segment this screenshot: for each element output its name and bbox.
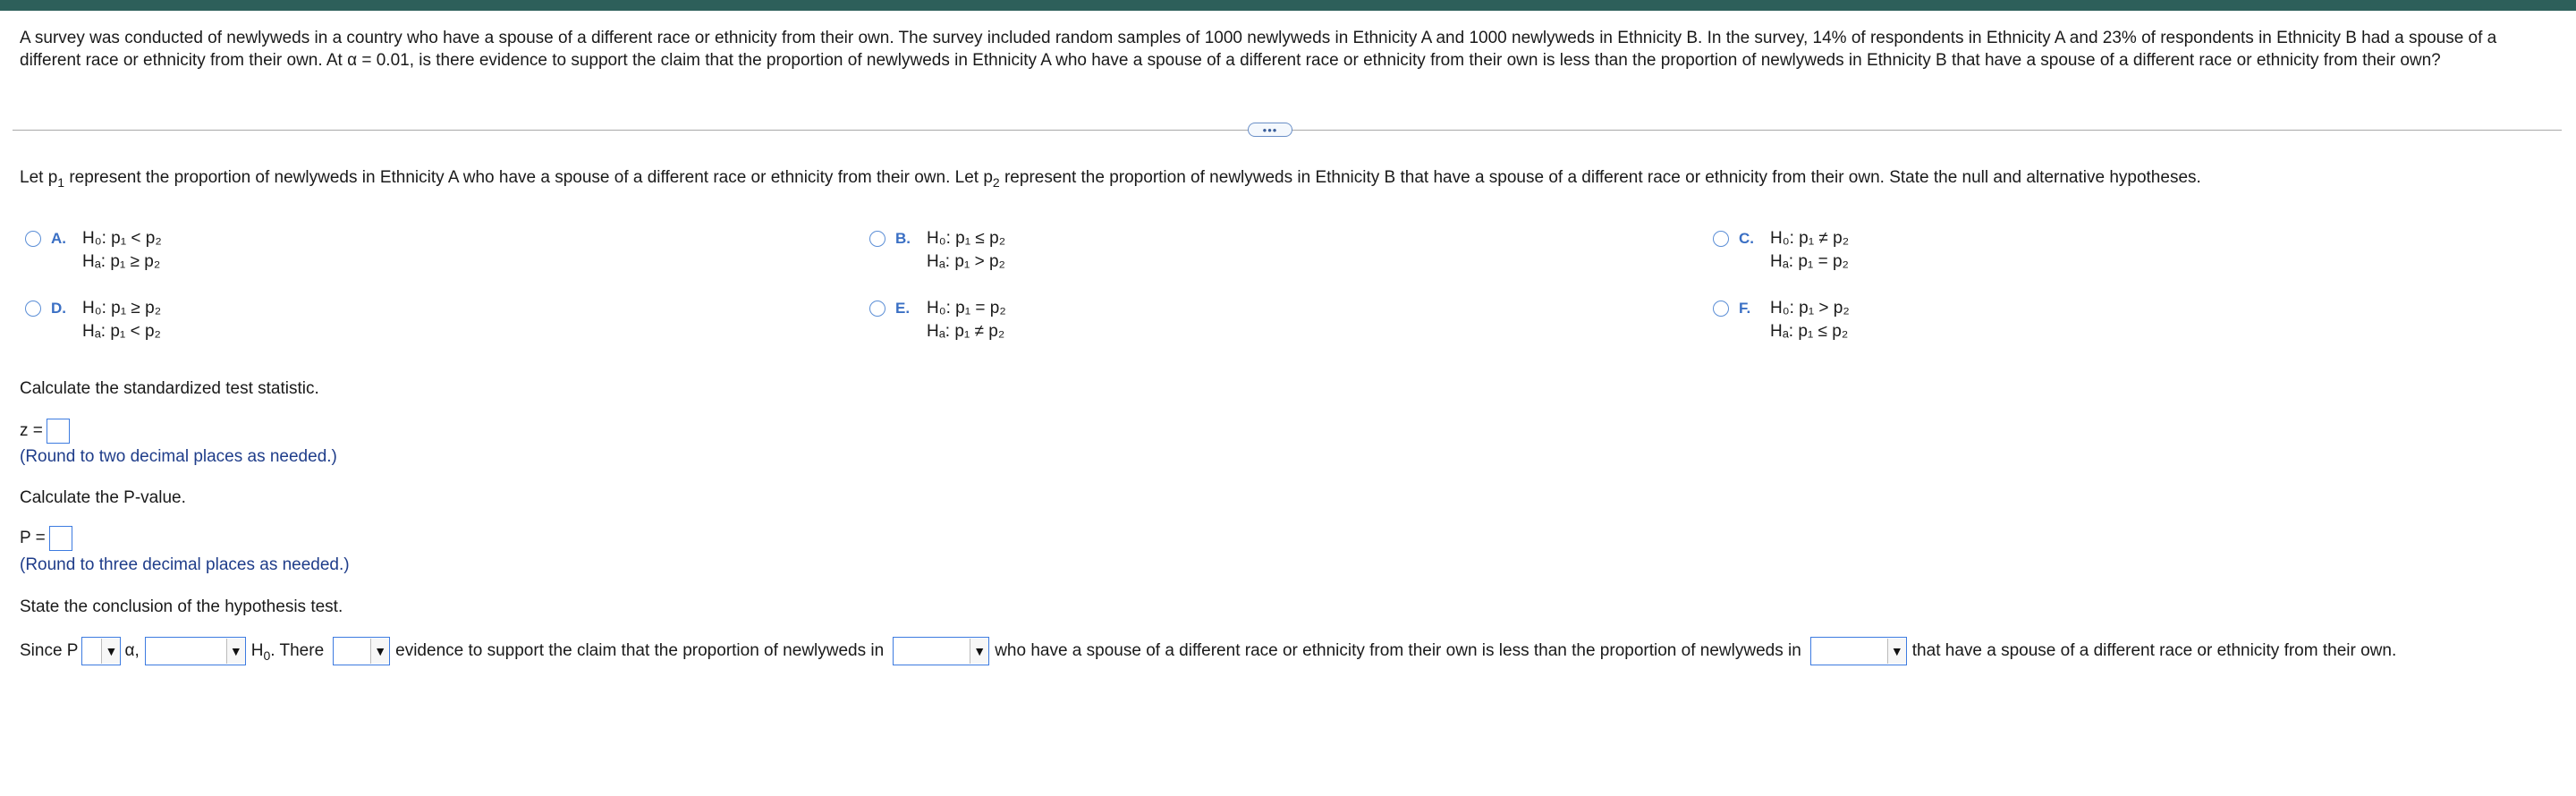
question-text: A survey was conducted of newlyweds in a country who have a spouse of a different race or ethnicity from their own. The survey included random samples of 1000 newlyweds in Ethnicity A and 1000 newlyweds in Ethnicity B. In the survey, 14% of respondents in Ethnicity A and 23% of respondents in Ethnicity B had a spouse of a different race or ethnicity from their own. At α = 0.01, is there evidence to support the claim that the proportion of newlyweds in Ethnicity A who have a spouse of a different race or ethnicity from their own is less than the proportion of newlyweds in Ethnicity B that have a spouse of a different race or ethnicity from their own? bbox=[20, 29, 2497, 70]
evidence-dropdown[interactable] bbox=[333, 637, 390, 665]
option-e-letter: E. bbox=[895, 300, 911, 317]
option-e-radio[interactable] bbox=[869, 301, 886, 317]
chevron-down-icon: ▼ bbox=[226, 639, 245, 664]
option-c-hypotheses bbox=[1770, 227, 1849, 274]
option-b-letter: B. bbox=[895, 230, 911, 247]
option-f-hypotheses bbox=[1770, 297, 1850, 343]
option-d-radio[interactable] bbox=[25, 301, 41, 317]
option-a-hypotheses bbox=[82, 227, 162, 274]
option-c-alt: Hₐ: p₁ = p₂ bbox=[1770, 252, 1849, 271]
option-b-radio[interactable] bbox=[869, 231, 886, 247]
option-b-null: H₀: p₁ ≤ p₂ bbox=[927, 229, 1006, 248]
z-equation bbox=[20, 419, 70, 444]
option-f-alt: Hₐ: p₁ ≤ p₂ bbox=[1770, 322, 1849, 341]
conclusion-label: State the conclusion of the hypothesis test. bbox=[20, 597, 343, 616]
p-input[interactable] bbox=[49, 526, 72, 551]
h0-sub: 0 bbox=[263, 648, 271, 663]
conclusion-text-6: that have a spouse of a different race or ethnicity from their own. bbox=[1911, 641, 2397, 660]
chevron-down-icon: ▼ bbox=[1887, 639, 1906, 664]
conclusion-text-3 bbox=[251, 641, 324, 661]
option-d-null: H₀: p₁ ≥ p₂ bbox=[82, 299, 162, 318]
conclusion-text-4: evidence to support the claim that the proportion of newlyweds in bbox=[395, 641, 885, 660]
p-label: Calculate the P-value. bbox=[20, 488, 186, 507]
expand-button[interactable]: ••• bbox=[1248, 123, 1292, 137]
option-d-letter: D. bbox=[51, 300, 66, 317]
conclusion-text-1: Since P bbox=[20, 641, 79, 660]
p-hint: (Round to three decimal places as needed.) bbox=[20, 555, 350, 574]
option-d-hypotheses bbox=[82, 297, 161, 343]
z-hint: (Round to two decimal places as needed.) bbox=[20, 447, 337, 466]
option-e-alt: Hₐ: p₁ ≠ p₂ bbox=[927, 322, 1005, 341]
z-input[interactable] bbox=[47, 419, 70, 444]
z-label: Calculate the standardized test statistic. bbox=[20, 379, 319, 398]
conclusion-text-5: who have a spouse of a different race or ethnicity from their own is less than the proportion of newlyweds in bbox=[995, 641, 1801, 660]
option-f-radio[interactable] bbox=[1713, 301, 1729, 317]
top-bar bbox=[0, 0, 2576, 11]
option-a-alt: Hₐ: p₁ ≥ p₂ bbox=[82, 252, 161, 271]
option-a-null: H₀: p₁ < p₂ bbox=[82, 229, 162, 248]
option-b-hypotheses bbox=[927, 227, 1005, 274]
hypothesis-prompt bbox=[20, 166, 2201, 190]
option-a-radio[interactable] bbox=[25, 231, 41, 247]
option-f-null: H₀: p₁ > p₂ bbox=[1770, 299, 1850, 318]
option-a-letter: A. bbox=[51, 230, 66, 247]
option-e-null: H₀: p₁ = p₂ bbox=[927, 299, 1006, 318]
p-prefix: P = bbox=[20, 529, 46, 547]
comparison-dropdown[interactable] bbox=[81, 637, 121, 665]
ethnicity-dropdown-1[interactable] bbox=[893, 637, 989, 665]
option-c-radio[interactable] bbox=[1713, 231, 1729, 247]
h0-letter: H bbox=[250, 641, 264, 660]
conclusion-text-3b: . There bbox=[270, 641, 325, 660]
option-f-letter: F. bbox=[1739, 300, 1751, 317]
conclusion-sentence bbox=[20, 637, 2396, 665]
option-e-hypotheses bbox=[927, 297, 1006, 343]
prompt-text-2: represent the proportion of newlyweds in Ethnicity A who have a spouse of a different race or ethnicity from their own. Let p bbox=[64, 168, 993, 187]
option-c-null: H₀: p₁ ≠ p₂ bbox=[1770, 229, 1850, 248]
conclusion-text-2: α, bbox=[124, 641, 140, 660]
p-equation bbox=[20, 526, 72, 551]
chevron-down-icon: ▼ bbox=[370, 639, 389, 664]
prompt-text-1: Let p bbox=[20, 168, 58, 187]
prompt-text-3: represent the proportion of newlyweds in Ethnicity B that have a spouse of a different race or ethnicity from their own. State the null and alternative hypotheses. bbox=[999, 168, 2201, 187]
chevron-down-icon: ▼ bbox=[101, 639, 120, 664]
chevron-down-icon: ▼ bbox=[970, 639, 988, 664]
prompt-sub-2: 2 bbox=[992, 175, 1000, 190]
prompt-sub-1: 1 bbox=[57, 175, 65, 190]
option-c-letter: C. bbox=[1739, 230, 1754, 247]
ethnicity-dropdown-2[interactable] bbox=[1810, 637, 1907, 665]
option-d-alt: Hₐ: p₁ < p₂ bbox=[82, 322, 161, 341]
reject-dropdown[interactable] bbox=[145, 637, 246, 665]
z-prefix: z = bbox=[20, 421, 43, 440]
option-b-alt: Hₐ: p₁ > p₂ bbox=[927, 252, 1005, 271]
